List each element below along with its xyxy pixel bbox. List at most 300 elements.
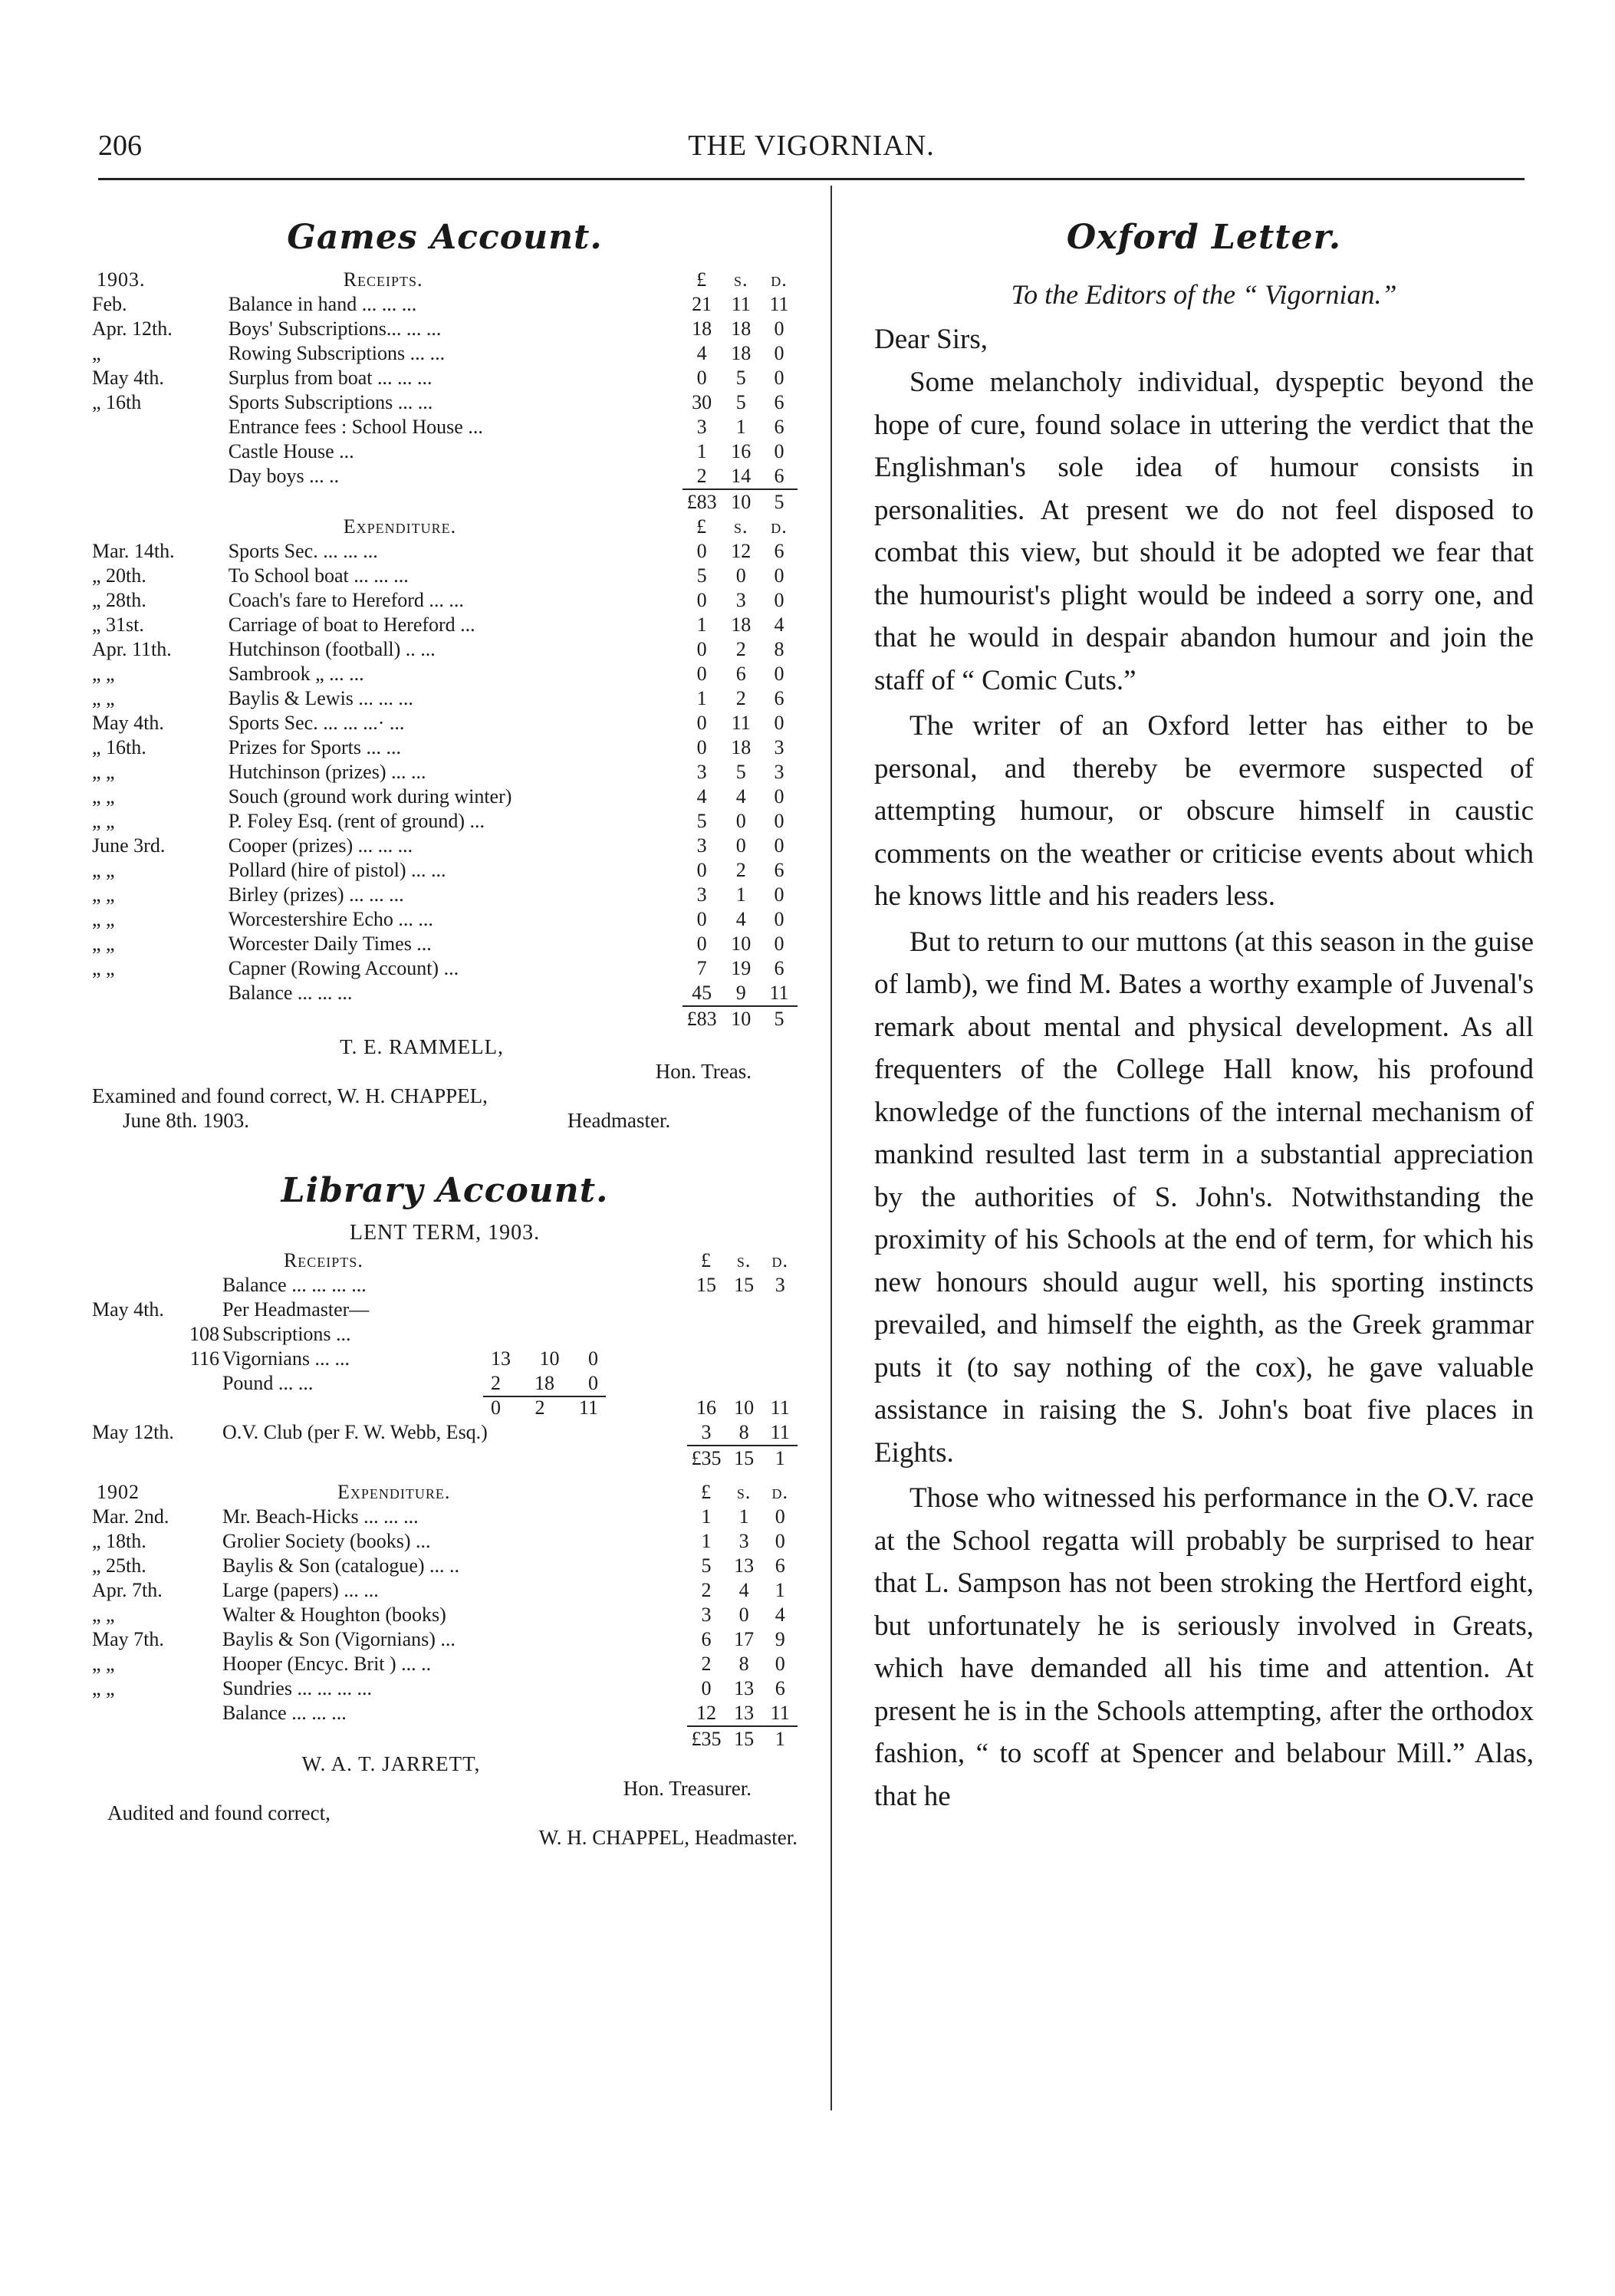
games-treasurer: T. E. RAMMELL, [340,1035,504,1058]
letter-salutation: Dear Sirs, [874,324,988,355]
pence-value: 6 [774,540,784,562]
pence-value: 8 [774,638,784,660]
pence-value: 6 [774,859,784,881]
row-description: Vigornians ... ... [222,1347,350,1370]
shillings-value: 10 [722,489,761,515]
shillings-value: 11 [731,293,751,315]
row-description: Entrance fees : School House ... [228,416,483,438]
pence-value: 0 [774,810,784,832]
shillings-value: 1 [735,416,746,438]
pence-header: d. [771,1249,788,1271]
pounds-header: £ [700,1249,712,1271]
pence-value: 6 [774,687,784,709]
row-description [229,1006,683,1031]
games-expenditure-row [92,907,798,932]
shillings-value: 2 [735,859,746,881]
row-date: „ 28th. [92,589,146,611]
games-expenditure-row [92,564,798,588]
pence-value: 11 [770,1396,790,1419]
pounds-value: 0 [696,367,707,389]
row-date: „ „ [92,687,115,709]
row-date: „ „ [92,883,115,906]
games-expenditure-row [92,662,798,686]
pence-value: 0 [587,1347,598,1370]
pence-value: 6 [774,957,784,979]
shillings-value: 3 [735,589,746,611]
library-expenditure-total [92,1726,798,1752]
row-description: Hutchinson (football) .. ... [228,638,436,660]
library-per-headmaster-row [92,1298,798,1322]
games-expenditure-row [92,956,798,981]
games-expenditure-row [92,686,798,711]
pence-value: 0 [774,883,784,906]
pence-value: 5 [761,1006,798,1031]
row-date: Apr. 11th. [92,638,172,660]
row-description: Worcestershire Echo ... ... [228,908,433,930]
row-date: „ „ [92,663,115,685]
pounds-value: 5 [701,1554,712,1577]
shillings-value: 0 [738,1604,749,1626]
row-description: Grolier Society (books) ... [222,1530,431,1552]
shillings-value: 18 [534,1372,554,1394]
pounds-value: 2 [490,1372,501,1394]
pence-value: 11 [770,1702,790,1724]
library-audited-by: W. H. CHAPPEL, Headmaster. [538,1826,798,1849]
shillings-value: 18 [731,342,752,364]
pence-value: 11 [578,1396,598,1419]
row-description: Pound ... ... [222,1372,314,1394]
row-date: „ „ [92,859,115,881]
row-date: „ „ [92,908,115,930]
pence-value: 3 [774,761,784,783]
library-expenditure-row [92,1603,798,1627]
pounds-value: 1 [696,613,707,636]
pounds-value: 1 [701,1505,712,1528]
row-description [222,1446,687,1471]
games-expenditure-row [92,809,798,834]
header-year: 1903. [97,268,146,291]
row-description: Balance ... ... ... ... [222,1274,367,1296]
library-account-title: Library Account. [281,1171,609,1210]
shillings-header: s. [734,268,748,291]
pence-value: 11 [770,1421,790,1443]
shillings-value: 2 [735,638,746,660]
letter-paragraph: Those who witnessed his performance in the O.V. race at the School regatta will probably be surprised to hear that L. Sampson has not been stroking the Hertford eight, but unfortunately he is seriously involved in Greats, which have demanded all his time and attention. At present he is in the Schools attempting, after the orthodox fashion, “ to scoff at Spencer and belabour Mill.” Alas, that he [874,1482,1534,1812]
games-examined-line [92,1108,798,1133]
pounds-value: 12 [696,1702,716,1724]
library-sub-item-row [92,1347,798,1371]
pence-value: 1 [762,1726,798,1752]
library-expenditure-row [92,1676,798,1701]
header-label: Receipts. [283,1249,363,1271]
row-description: Hooper (Encyc. Brit ) ... .. [222,1653,432,1675]
games-expenditure-row [92,834,798,858]
games-expenditure-row [92,981,798,1006]
shillings-value: 11 [731,712,751,734]
games-receipt-row [92,317,798,341]
pence-header: d. [771,268,788,291]
sub-total-rule-cell [222,1396,687,1420]
pence-value: 5 [761,489,798,515]
pence-value: 0 [774,564,784,587]
shillings-header: s. [736,1481,752,1503]
shillings-value: 2 [534,1396,545,1419]
row-date: „ 20th. [92,564,146,587]
row-description: Sports Sec. ... ... ...· ... [228,712,405,734]
row-date [92,981,229,1006]
library-audited: Audited and found correct, [107,1801,331,1824]
pence-value: 6 [774,465,784,487]
pounds-value: 0 [696,933,707,955]
row-date: „ „ [92,1653,115,1675]
row-date: June 3rd. [92,834,166,857]
shillings-value: 3 [738,1530,749,1552]
letter-addressee: To the Editors of the “ Vigornian.” [1011,279,1397,310]
games-treasurer-role: Hon. Treas. [655,1060,752,1083]
games-examined-role: Headmaster. [567,1109,671,1132]
pence-value: 1 [762,1446,798,1471]
pence-value: 9 [775,1628,785,1650]
row-description: Boys' Subscriptions... ... ... [228,317,442,340]
pounds-value: 3 [701,1604,712,1626]
row-date: „ „ [92,785,115,808]
pounds-value: £35 [687,1726,725,1752]
pounds-value: 2 [696,465,707,487]
row-description: Capner (Rowing Account) ... [228,957,459,979]
row-description: To School boat ... ... ... [228,564,409,587]
row-description: Castle House ... [228,440,354,462]
games-expenditure-row [92,785,798,809]
row-date: „ „ [92,957,115,979]
row-description: Balance in hand ... ... ... [228,293,417,315]
pence-value: 3 [774,736,784,758]
row-date: „ „ [92,810,115,832]
games-expenditure-row [92,637,798,662]
pounds-value: 0 [696,712,707,734]
library-expenditure-row [92,1554,798,1578]
shillings-value: 15 [734,1274,755,1296]
row-date [92,439,229,464]
row-date [92,1396,222,1420]
library-signature-block [92,1752,798,1850]
row-description: Prizes for Sports ... ... [228,736,402,758]
shillings-value: 5 [735,391,746,413]
row-description: Baylis & Son (catalogue) ... .. [222,1554,460,1577]
pounds-value: 3 [696,416,707,438]
sub-item-cell [222,1371,687,1419]
pence-value: 0 [774,342,784,364]
row-description: Mr. Beach-Hicks ... ... ... [222,1505,419,1528]
row-description: Balance ... ... ... [228,982,353,1004]
shillings-value: 10 [722,1006,761,1031]
row-date: „ „ [92,933,115,955]
pounds-value: 18 [692,317,712,340]
shillings-value: 17 [734,1628,755,1650]
library-receipts-header [92,1248,798,1273]
pence-value: 11 [769,293,789,315]
games-account-table [92,268,798,1031]
left-column [92,184,798,1850]
library-account-table [92,1248,798,1752]
row-date: „ 16th [92,391,142,413]
row-description: Sports Subscriptions ... ... [228,391,433,413]
row-description: Sports Sec. ... ... ... [228,540,378,562]
games-expenditure-row [92,711,798,735]
row-date [92,1006,229,1031]
row-description: Day boys ... .. [228,465,340,487]
shillings-value: 12 [731,540,752,562]
header-label: Receipts. [343,268,423,291]
row-date: „ „ [92,761,115,783]
sub-item-number [92,1371,222,1396]
games-receipts-total [92,489,798,515]
pounds-value: 1 [696,687,707,709]
shillings-value: 10 [731,933,752,955]
row-description: Pollard (hire of pistol) ... ... [228,859,446,881]
shillings-value: 0 [735,564,746,587]
games-expenditure-row [92,735,798,760]
row-description: Surplus from boat ... ... ... [228,367,433,389]
games-expenditure-row [92,539,798,564]
games-receipt-row [92,439,798,464]
games-receipts-header [92,268,798,292]
pence-value: 0 [774,908,784,930]
pounds-value: 0 [696,736,707,758]
pence-value: 0 [774,317,784,340]
page-number: 206 [98,130,142,162]
row-date: May 4th. [92,1298,164,1321]
shillings-value: 5 [735,367,746,389]
row-date [92,489,229,515]
row-date: Apr. 7th. [92,1579,163,1601]
shillings-value: 4 [735,785,746,808]
pence-value: 0 [775,1653,785,1675]
shillings-value: 10 [539,1347,560,1370]
row-description: Worcester Daily Times ... [228,933,432,955]
pence-value: 0 [774,785,784,808]
library-expenditure-row [92,1529,798,1554]
pence-value: 6 [774,391,784,413]
row-date: „ „ [92,1677,115,1699]
letter-paragraph: Some melancholy individual, dyspeptic beyond the hope of cure, found solace in uttering the verdict that the Englishman's sole idea of humour consists in personalities. At present we do not feel disposed to combat this view, but should it be adopted we fear that the humourist's plight would be indeed a sorry one, and that he would in despair abandon humour and join the staff of “ Comic Cuts.” [874,367,1534,696]
row-date: May 4th. [92,367,164,389]
shillings-value: 5 [735,761,746,783]
shillings-value: 15 [725,1726,763,1752]
pounds-header: £ [700,1481,712,1503]
header-label: Expenditure. [337,1481,451,1503]
row-date: Feb. [92,293,127,315]
pounds-value: 21 [692,293,712,315]
header-year: 1902 [97,1481,140,1503]
row-date: Mar. 2nd. [92,1505,169,1528]
right-column [874,184,1534,1821]
games-signature-block [92,1035,798,1133]
library-term: LENT TERM, 1903. [349,1221,541,1245]
pounds-value: 0 [490,1396,501,1419]
library-expenditure-row [92,1505,798,1529]
sub-item-number: 108 [189,1323,219,1345]
row-date [92,1446,222,1471]
pounds-value: 4 [696,342,707,364]
games-expenditure-row [92,883,798,907]
row-description: Sundries ... ... ... ... [222,1677,372,1699]
running-title: THE VIGORNIAN. [688,130,935,162]
pounds-value: 0 [696,859,707,881]
shillings-value: 4 [738,1579,749,1601]
games-receipt-row [92,390,798,415]
row-description: Walter & Houghton (books) [222,1604,446,1626]
pounds-value: 13 [490,1347,511,1370]
pounds-value: 0 [696,663,707,685]
pence-value: 0 [775,1505,785,1528]
library-expenditure-row [92,1627,798,1652]
library-sub-total-row [92,1396,798,1420]
letter-paragraph: The writer of an Oxford letter has either to be personal, and thereby be evermore suspected of attempting humour, or obscure himself in caustic comments on the weather or criticise events about which he knows little and his readers less. [874,710,1534,912]
row-description: Carriage of boat to Hereford ... [228,613,475,636]
pounds-header: £ [696,268,708,291]
row-description: Per Headmaster— [222,1298,370,1321]
games-expenditure-row [92,932,798,956]
library-sub-item-row [92,1322,798,1347]
pence-value: 1 [775,1579,785,1601]
pounds-value: 1 [696,440,707,462]
pence-value: 6 [775,1677,785,1699]
games-receipt-row [92,292,798,317]
shillings-header: s. [736,1249,752,1271]
games-expenditure-row [92,858,798,883]
shillings-value: 0 [735,834,746,857]
row-date [92,1701,222,1726]
shillings-value: 10 [734,1396,755,1419]
shillings-header: s. [734,515,748,538]
row-date: „ 31st. [92,613,144,636]
pence-value: 6 [775,1554,785,1577]
games-receipt-row [92,341,798,366]
row-description: Sambrook „ ... ... [228,663,364,685]
row-date [92,415,229,439]
pence-value: 3 [775,1274,785,1296]
row-description: Baylis & Lewis ... ... ... [228,687,413,709]
games-examined: Examined and found correct, W. H. CHAPPEL, [92,1084,488,1107]
library-treasurer: W. A. T. JARRETT, [301,1752,481,1775]
row-description: Large (papers) ... ... [222,1579,379,1601]
pounds-value: 15 [696,1274,716,1296]
shillings-value: 9 [735,982,746,1004]
row-date: May 7th. [92,1628,164,1650]
shillings-value: 18 [731,613,752,636]
library-expenditure-row [92,1701,798,1726]
row-description [222,1726,687,1752]
pence-value: 6 [774,416,784,438]
row-description: Baylis & Son (Vigornians) ... [222,1628,456,1650]
shillings-value: 8 [738,1653,749,1675]
sub-item-number: 116 [189,1347,219,1370]
row-date: May 12th. [92,1421,174,1443]
pounds-value: £83 [683,489,722,515]
shillings-value: 4 [735,908,746,930]
pence-value: 0 [774,589,784,611]
pounds-value: 5 [696,810,707,832]
shillings-value: 19 [731,957,752,979]
pounds-value: 4 [696,785,707,808]
shillings-value: 16 [731,440,752,462]
games-expenditure-row [92,588,798,613]
pounds-value: 3 [696,883,707,906]
row-date: Mar. 14th. [92,540,175,562]
pounds-value: 0 [701,1677,712,1699]
games-expenditure-row [92,760,798,785]
header-label: Expenditure. [343,515,457,538]
pounds-value: 2 [701,1579,712,1601]
pounds-value: 6 [701,1628,712,1650]
games-expenditure-row [92,613,798,637]
row-date [92,1273,222,1298]
games-receipt-row [92,464,798,489]
pence-value: 4 [775,1604,785,1626]
row-description: Hutchinson (prizes) ... ... [228,761,426,783]
pence-value: 0 [774,933,784,955]
shillings-value: 8 [738,1421,749,1443]
games-receipt-row [92,366,798,390]
pence-value: 0 [587,1372,598,1394]
shillings-value: 6 [735,663,746,685]
pence-value: 11 [769,982,789,1004]
row-description: Souch (ground work during winter) [228,785,512,808]
games-examined-date: June 8th. 1903. [123,1109,249,1132]
row-description [229,489,683,515]
pence-value: 0 [774,440,784,462]
pence-header: d. [771,1481,788,1503]
letter-paragraph: But to return to our muttons (at this season in the guise of lamb), we find M. Bates a worthy example of Juvenal's remark about mental and physical development. As all frequenters of the College Hall know, his profound knowledge of the functions of the internal mechanism of mankind resulted last term in a substantial appreciation by the authorities of S. John's. Notwithstanding the proximity of his Schools at the end of term, for which his new honours should augur well, his sporting instincts prevailed, and himself the eighth, as the Greek grammar puts it (to say nothing of the cox), he gave valuable assistance in raising the S. John's boat five places in Eights. [874,926,1534,1469]
pounds-value: 3 [701,1421,712,1443]
row-date: May 4th. [92,712,164,734]
header-year [92,515,229,539]
shillings-value: 18 [731,736,752,758]
header-year [92,1248,222,1273]
row-date: „ 16th. [92,736,146,758]
pence-value: 0 [775,1530,785,1552]
pounds-value: 7 [696,957,707,979]
pence-value: 4 [774,613,784,636]
pounds-value: 2 [701,1653,712,1675]
library-sub-item-row [92,1371,798,1396]
shillings-value: 15 [725,1446,763,1471]
pounds-value: 3 [696,761,707,783]
pounds-value: 16 [696,1396,716,1419]
pounds-value: 30 [692,391,712,413]
pounds-value: 0 [696,638,707,660]
pounds-value: 0 [696,589,707,611]
row-date: „ „ [92,1604,115,1626]
shillings-value: 2 [735,687,746,709]
row-date: „ 18th. [92,1530,146,1552]
pence-value: 0 [774,712,784,734]
oxford-letter-title: Oxford Letter. [1066,218,1342,257]
pounds-value: 0 [696,908,707,930]
shillings-value: 18 [731,317,752,340]
shillings-value: 13 [734,1702,755,1724]
games-receipt-row [92,415,798,439]
pounds-value: £83 [683,1006,722,1031]
spacer [92,1471,798,1480]
row-description: Cooper (prizes) ... ... ... [228,834,413,857]
row-description: Balance ... ... ... [222,1702,347,1724]
shillings-value: 1 [738,1505,749,1528]
row-description: P. Foley Esq. (rent of ground) ... [228,810,485,832]
pounds-value: 45 [692,982,712,1004]
library-balance-row [92,1273,798,1298]
games-expenditure-header [92,515,798,539]
